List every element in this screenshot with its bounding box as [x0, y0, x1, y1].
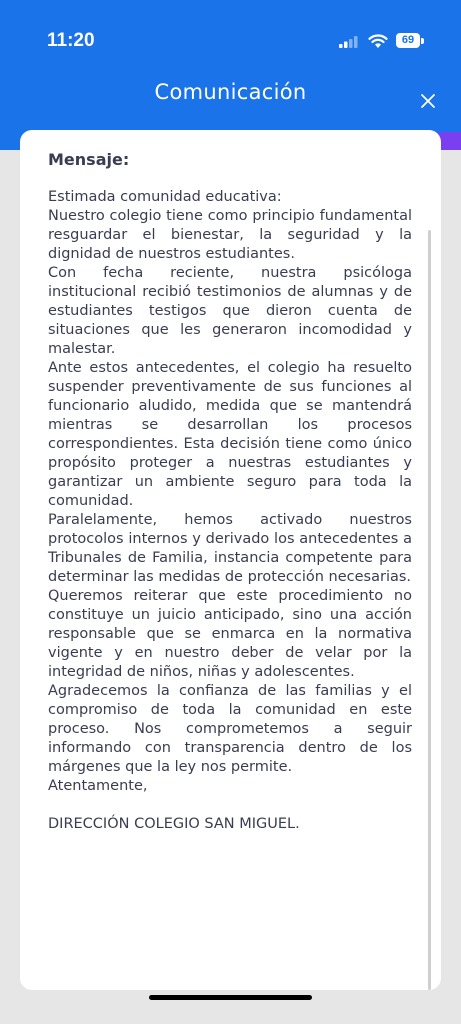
- home-indicator[interactable]: [149, 995, 312, 1000]
- message-paragraph: Estimada comunidad educativa:: [48, 189, 282, 205]
- message-paragraph: Atentamente,: [48, 778, 148, 794]
- message-paragraph: Nuestro colegio tiene como principio fundamental resguardar el bienestar, la seguridad y la dignidad de nuestros estudiantes.: [48, 208, 412, 262]
- message-signature: DIRECCIÓN COLEGIO SAN MIGUEL.: [48, 816, 300, 832]
- message-paragraph: Agradecemos la confianza de las familias y el compromiso de toda la comunidad en este proceso. Nos comprometemos a seguir informando con transparencia dentro de los márgenes que la ley nos permite.: [48, 683, 412, 775]
- wifi-icon: [368, 34, 388, 49]
- cellular-signal-icon: [339, 36, 361, 48]
- battery-tip: [421, 38, 424, 44]
- message-paragraph: Paralelamente, hemos activado nuestros protocolos internos y derivado los antecedentes a Tribunales de Familia, instancia competente para determinar las medidas de protección necesarias.: [48, 512, 412, 585]
- message-label: Mensaje:: [48, 150, 130, 169]
- status-bar: [0, 0, 461, 62]
- message-card: [20, 130, 441, 990]
- battery-icon: 69: [396, 33, 420, 48]
- message-paragraph: Ante estos antecedentes, el colegio ha resuelto suspender preventivamente de sus funciones al funcionario aludido, medida que se mantendrá mientras se desarrollan los procesos correspondientes. Esta decisión tiene como único propósito proteger a nuestras estudiantes y garantizar un ambiente seguro para toda la comunidad.: [48, 360, 412, 509]
- scrollbar[interactable]: [428, 230, 431, 990]
- message-body: [48, 188, 412, 834]
- accent-tab: [439, 132, 461, 150]
- status-time: 11:20: [47, 30, 95, 51]
- message-paragraph: Con fecha reciente, nuestra psicóloga institucional recibió testimonios de alumnas y de estudiantes testigos que dieron cuenta de situaciones que les generaron incomodidad y malestar.: [48, 265, 412, 357]
- page-title: Comunicación: [154, 80, 307, 104]
- close-icon[interactable]: [417, 90, 439, 112]
- message-paragraph: Queremos reiterar que este procedimiento no constituye un juicio anticipado, sino una acción responsable que se enmarca en la normativa vigente y en nuestro deber de velar por la integridad de niños, niñas y adolescentes.: [48, 588, 412, 680]
